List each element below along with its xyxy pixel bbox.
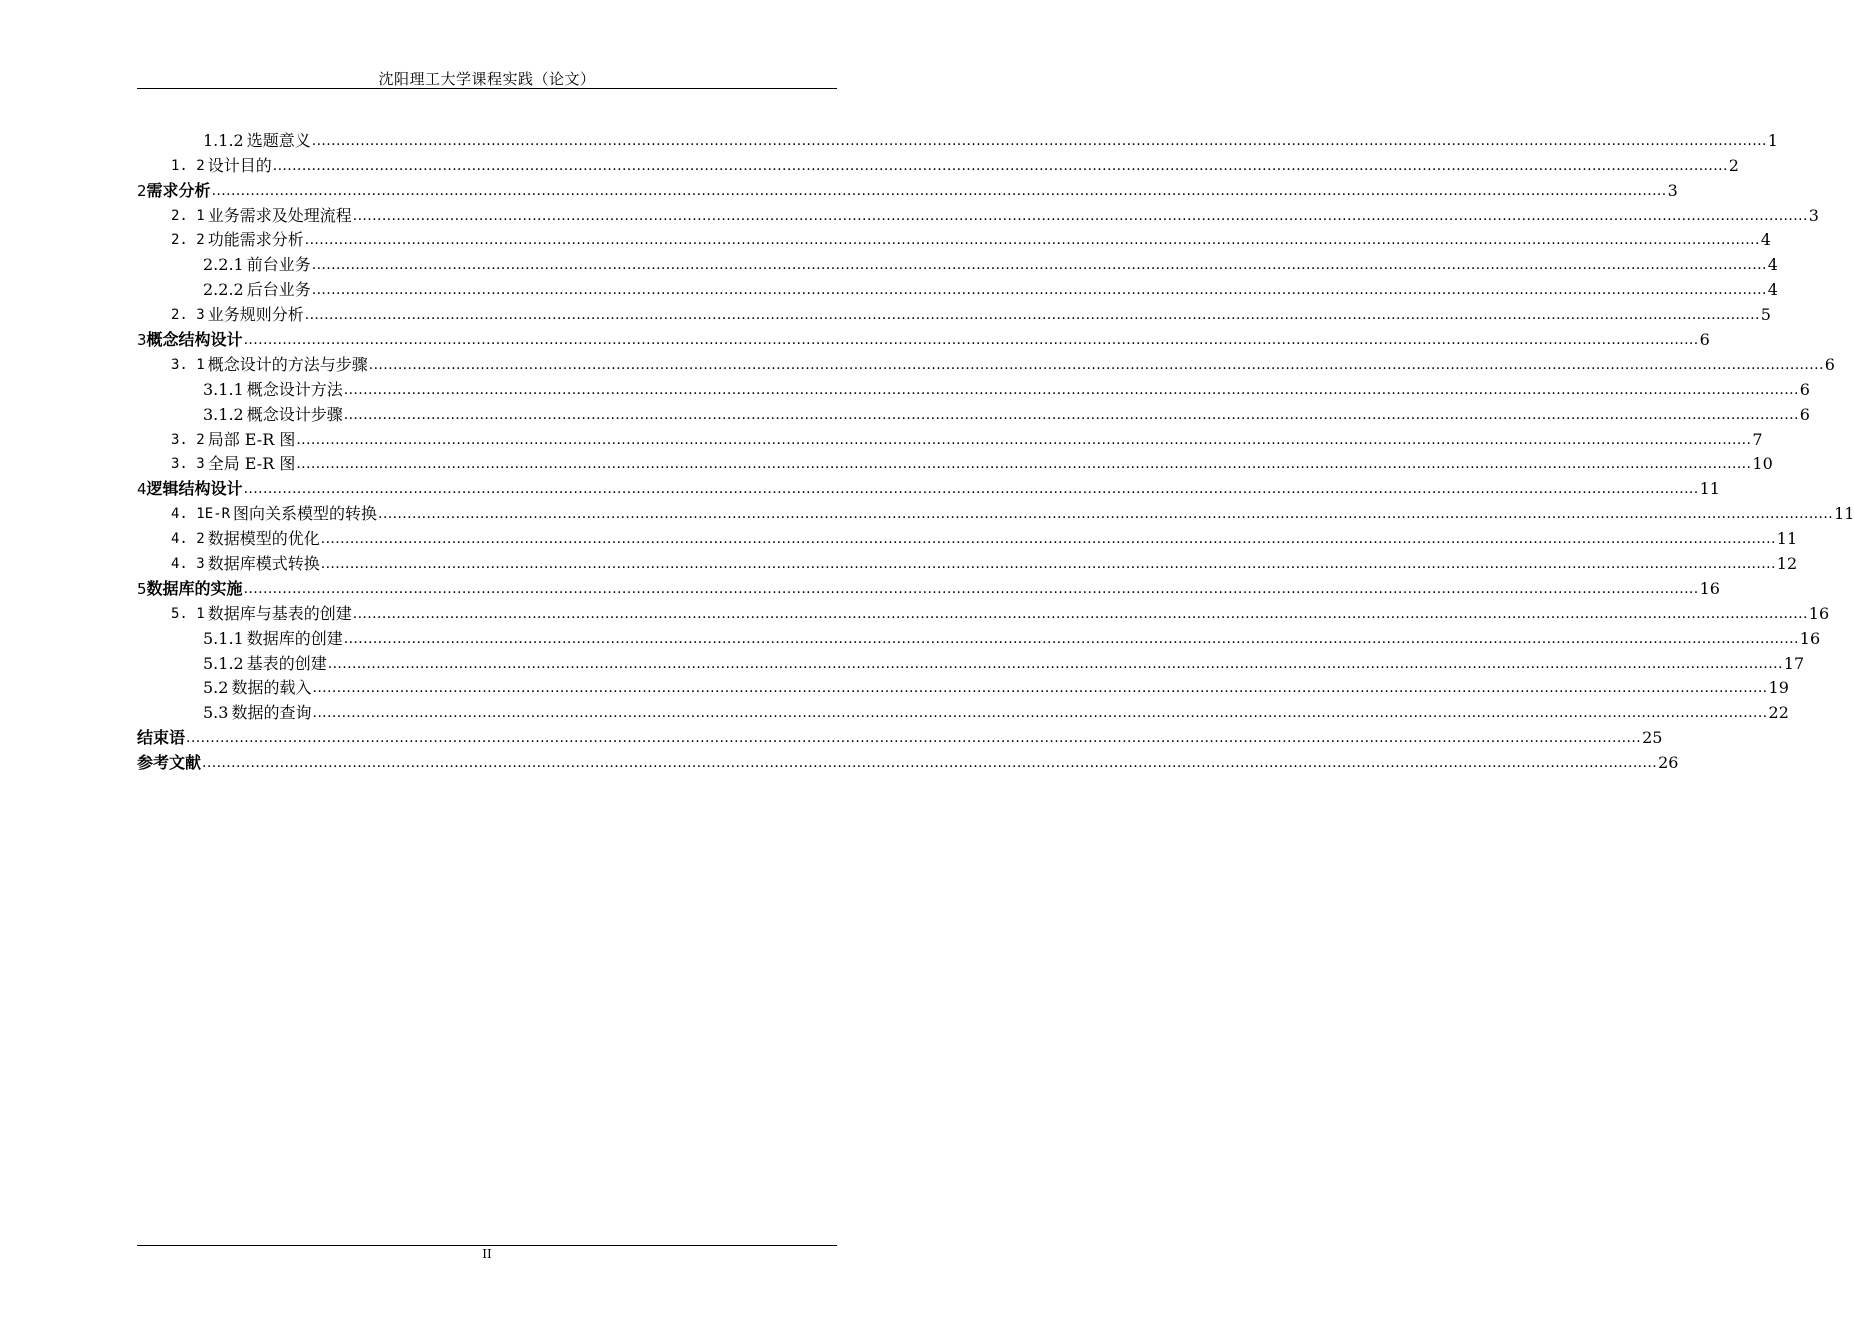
toc-dot-leader: ............................................................................................................................................................................................................................................................................................................: [368, 356, 1824, 373]
toc-entry-page: 12: [1776, 554, 1798, 574]
toc-entry[interactable]: [137, 226, 1771, 251]
toc-entry-title: 逻辑结构设计: [146, 479, 243, 499]
toc-entry-page: 25: [1642, 728, 1663, 748]
toc-dot-leader: ............................................................................................................................................................................................................................................................................................................: [311, 257, 1767, 274]
toc-entry-title: 局部 E-R 图: [207, 429, 296, 449]
toc-entry-page: 26: [1658, 753, 1679, 773]
toc-entry[interactable]: [137, 275, 1778, 300]
toc-entry[interactable]: [137, 350, 1835, 375]
toc-dot-leader: ............................................................................................................................................................................................................................................................................................................: [304, 232, 1760, 249]
toc-dot-leader: ............................................................................................................................................................................................................................................................................................................: [211, 182, 1667, 199]
toc-entry-title: 前台业务: [246, 255, 311, 275]
toc-entry[interactable]: [137, 649, 1805, 674]
toc-entry-number: 4. 3: [171, 556, 205, 573]
toc-entry-page: 16: [1699, 578, 1720, 598]
toc-entry-title: 设计目的: [207, 155, 272, 175]
page-header-title: 沈阳理工大学课程实践（论文）: [378, 70, 596, 88]
toc-entry-number: 2: [137, 181, 147, 200]
toc-dot-leader: ............................................................................................................................................................................................................................................................................................................: [312, 705, 1768, 722]
toc-dot-leader: ............................................................................................................................................................................................................................................................................................................: [243, 332, 1699, 349]
toc-entry-number: 5. 1: [171, 605, 205, 622]
toc-entry[interactable]: [137, 549, 1798, 574]
toc-entry[interactable]: [137, 524, 1798, 549]
toc-entry-page: 5: [1760, 305, 1771, 325]
toc-entry[interactable]: [137, 599, 1830, 624]
toc-entry-title: 全局 E-R 图: [207, 454, 296, 474]
toc-entry-title: 业务规则分析: [207, 305, 304, 325]
toc-entry-page: 11: [1699, 479, 1720, 499]
toc-dot-leader: ............................................................................................................................................................................................................................................................................................................: [343, 406, 1799, 423]
toc-entry[interactable]: [137, 748, 1679, 773]
table-of-contents: [137, 126, 1854, 773]
toc-dot-leader: ............................................................................................................................................................................................................................................................................................................: [272, 157, 1728, 174]
toc-entry-title: 基表的创建: [246, 653, 327, 673]
toc-entry-page: 11: [1834, 504, 1854, 524]
toc-dot-leader: ............................................................................................................................................................................................................................................................................................................: [352, 605, 1808, 622]
toc-entry-number: 1.1.2: [203, 130, 244, 150]
header-divider: [137, 88, 837, 89]
toc-entry[interactable]: [137, 674, 1789, 699]
toc-entry-page: 16: [1799, 628, 1821, 648]
toc-entry-title: 业务需求及处理流程: [207, 205, 352, 225]
toc-entry-title: 需求分析: [146, 180, 211, 200]
toc-entry[interactable]: [137, 474, 1720, 499]
toc-entry-title: 参考文献: [137, 753, 202, 773]
toc-entry-page: 6: [1799, 379, 1810, 399]
toc-entry[interactable]: [137, 126, 1778, 151]
toc-dot-leader: ............................................................................................................................................................................................................................................................................................................: [327, 655, 1783, 672]
toc-dot-leader: ............................................................................................................................................................................................................................................................................................................: [243, 481, 1699, 498]
toc-entry-title: 数据库的创建: [246, 628, 343, 648]
toc-entry-title: 结束语: [137, 728, 186, 748]
toc-entry-number: 3: [137, 331, 147, 350]
toc-entry-page: 2: [1728, 155, 1739, 175]
toc-entry-page: 6: [1799, 404, 1810, 424]
toc-entry-title: 数据库的实施: [146, 578, 243, 598]
footer-page-number: II: [482, 1247, 492, 1261]
toc-entry[interactable]: [137, 201, 1819, 226]
toc-entry-page: 4: [1767, 255, 1778, 275]
toc-entry[interactable]: [137, 723, 1663, 748]
toc-entry-number: 5.3: [203, 703, 229, 723]
toc-entry-number: 3.1.2: [203, 404, 244, 424]
toc-entry-title: 数据模型的优化: [207, 529, 320, 549]
toc-entry-number: 3. 1: [171, 356, 205, 373]
toc-entry[interactable]: [137, 499, 1854, 524]
toc-entry-page: 3: [1808, 205, 1819, 225]
toc-dot-leader: ............................................................................................................................................................................................................................................................................................................: [378, 506, 1834, 523]
toc-entry-title: 数据的查询: [231, 703, 312, 723]
toc-entry-number: 3. 2: [171, 431, 205, 448]
toc-entry-number: 5: [137, 579, 147, 598]
toc-entry-number: 3.1.1: [203, 379, 244, 399]
toc-entry-page: 16: [1808, 603, 1830, 623]
toc-dot-leader: ............................................................................................................................................................................................................................................................................................................: [320, 531, 1776, 548]
toc-entry-page: 6: [1699, 330, 1710, 350]
toc-entry[interactable]: [137, 698, 1789, 723]
toc-entry-title: 后台业务: [246, 280, 311, 300]
toc-entry-title: 概念设计方法: [246, 379, 343, 399]
toc-dot-leader: ............................................................................................................................................................................................................................................................................................................: [304, 307, 1760, 324]
toc-entry-number: 4: [137, 480, 147, 499]
toc-dot-leader: ............................................................................................................................................................................................................................................................................................................: [343, 381, 1799, 398]
toc-dot-leader: ............................................................................................................................................................................................................................................................................................................: [311, 282, 1767, 299]
toc-entry-title: 数据库模式转换: [207, 554, 320, 574]
toc-entry-page: 4: [1767, 280, 1778, 300]
toc-dot-leader: ............................................................................................................................................................................................................................................................................................................: [352, 207, 1808, 224]
toc-entry[interactable]: [137, 624, 1821, 649]
toc-entry-page: 7: [1752, 429, 1763, 449]
toc-entry-number: 2.2.1: [203, 255, 244, 275]
toc-entry-title: 选题意义: [246, 130, 311, 150]
toc-entry-title: 数据库与基表的创建: [207, 603, 352, 623]
toc-entry[interactable]: [137, 574, 1720, 599]
toc-entry-page: 11: [1776, 529, 1798, 549]
toc-entry-number: 4. 2: [171, 531, 205, 548]
toc-entry-page: 3: [1667, 180, 1678, 200]
toc-entry-page: 17: [1783, 653, 1805, 673]
toc-dot-leader: ............................................................................................................................................................................................................................................................................................................: [343, 630, 1799, 647]
toc-entry-number: 3. 3: [171, 456, 205, 473]
toc-entry[interactable]: [137, 300, 1771, 325]
toc-dot-leader: ............................................................................................................................................................................................................................................................................................................: [312, 680, 1768, 697]
toc-dot-leader: ............................................................................................................................................................................................................................................................................................................: [296, 456, 1752, 473]
toc-entry-number: 2. 1: [171, 207, 205, 224]
toc-entry[interactable]: [137, 151, 1739, 176]
toc-entry-page: 6: [1824, 354, 1835, 374]
toc-entry[interactable]: [137, 325, 1710, 350]
toc-entry-title: 概念结构设计: [146, 330, 243, 350]
toc-entry-number: 5.2: [203, 678, 229, 698]
toc-entry[interactable]: [137, 250, 1778, 275]
toc-dot-leader: ............................................................................................................................................................................................................................................................................................................: [296, 431, 1752, 448]
toc-entry-page: 10: [1752, 454, 1773, 474]
toc-entry-title: 图向关系模型的转换: [233, 504, 378, 524]
toc-entry-number: 4. 1E-R: [171, 506, 231, 523]
toc-entry[interactable]: [137, 400, 1810, 425]
toc-dot-leader: ............................................................................................................................................................................................................................................................................................................: [202, 755, 1658, 772]
toc-entry-title: 功能需求分析: [207, 230, 304, 250]
toc-dot-leader: ............................................................................................................................................................................................................................................................................................................: [311, 132, 1767, 149]
toc-entry-title: 概念设计步骤: [246, 404, 343, 424]
toc-entry-number: 2.2.2: [203, 280, 244, 300]
toc-entry-title: 数据的载入: [231, 678, 312, 698]
toc-dot-leader: ............................................................................................................................................................................................................................................................................................................: [243, 580, 1699, 597]
toc-entry[interactable]: [137, 425, 1763, 450]
toc-entry[interactable]: [137, 375, 1810, 400]
toc-entry-number: 2. 2: [171, 232, 205, 249]
toc-entry[interactable]: [137, 450, 1773, 475]
toc-entry-title: 概念设计的方法与步骤: [207, 354, 368, 374]
toc-dot-leader: ............................................................................................................................................................................................................................................................................................................: [320, 556, 1776, 573]
toc-entry-number: 5.1.2: [203, 653, 244, 673]
toc-dot-leader: ............................................................................................................................................................................................................................................................................................................: [186, 730, 1642, 747]
footer-divider: [137, 1245, 837, 1246]
toc-entry-page: 1: [1767, 130, 1778, 150]
toc-entry[interactable]: [137, 176, 1678, 201]
toc-entry-number: 2. 3: [171, 307, 205, 324]
toc-entry-page: 4: [1760, 230, 1771, 250]
toc-entry-page: 22: [1768, 703, 1789, 723]
toc-entry-page: 19: [1768, 678, 1789, 698]
toc-entry-number: 1. 2: [171, 157, 205, 174]
toc-entry-number: 5.1.1: [203, 628, 244, 648]
